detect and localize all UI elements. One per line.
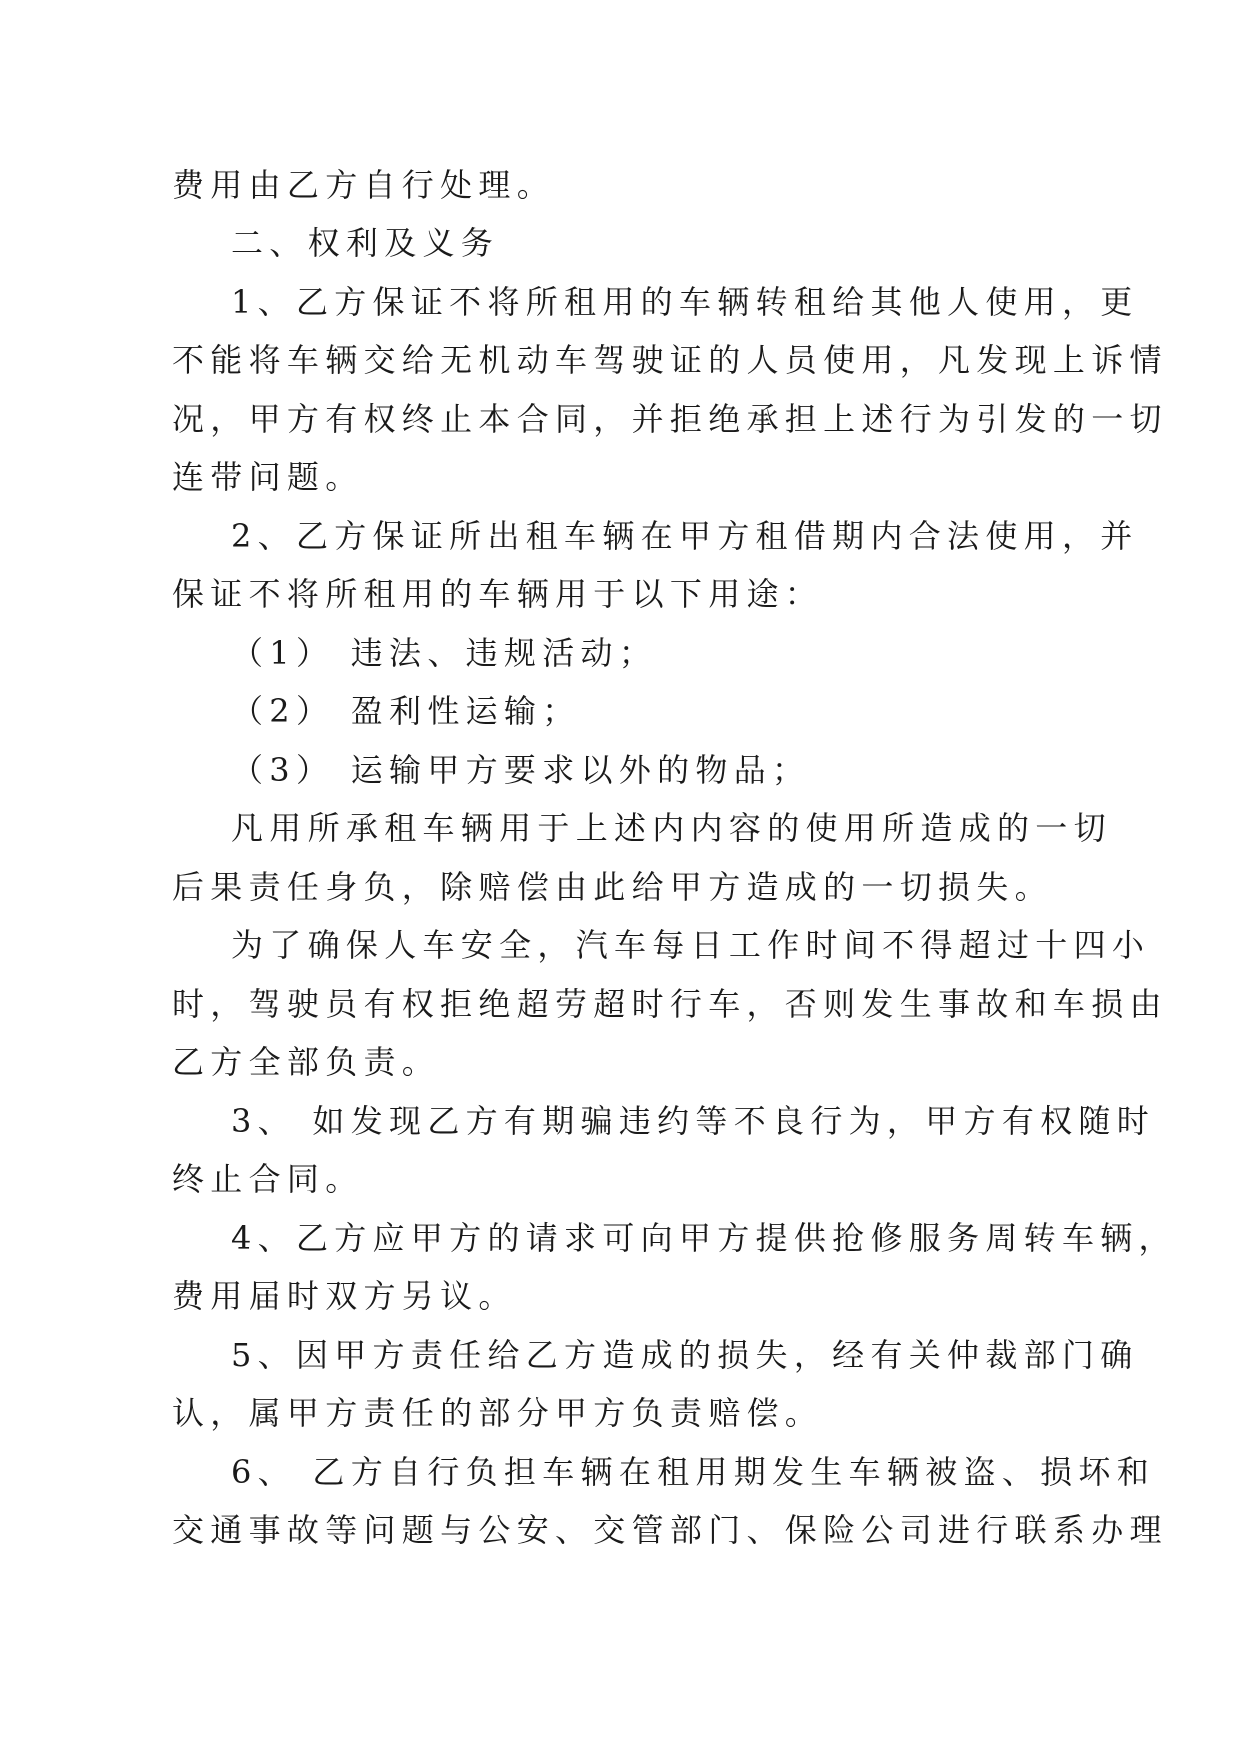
text-line: 4、乙方应甲方的请求可向甲方提供抢修服务周转车辆，: [231, 1219, 1177, 1257]
text-line: 乙方全部负责。: [172, 1043, 441, 1081]
section-heading: 二、权利及义务: [231, 224, 500, 262]
text-line: 为了确保人车安全，汽车每日工作时间不得超过十四小: [231, 926, 1151, 964]
text-line: 费用届时双方另议。: [172, 1277, 517, 1315]
text-line: 连带问题。: [172, 458, 364, 496]
text-line: 3、 如发现乙方有期骗违约等不良行为，甲方有权随时: [231, 1102, 1156, 1140]
text-line: 2、乙方保证所出租车辆在甲方租借期内合法使用，并: [231, 517, 1139, 555]
text-line: 5、因甲方责任给乙方造成的损失，经有关仲裁部门确: [231, 1336, 1139, 1374]
list-item: （2） 盈利性运输；: [231, 692, 581, 730]
text-line: 交通事故等问题与公安、交管部门、保险公司进行联系办理: [172, 1511, 1168, 1549]
text-line: 不能将车辆交给无机动车驾驶证的人员使用，凡发现上诉情: [172, 341, 1168, 379]
list-item: （1） 违法、违规活动；: [231, 634, 658, 672]
text-line: 1、乙方保证不将所租用的车辆转租给其他人使用，更: [231, 283, 1139, 321]
text-line: 费用由乙方自行处理。: [172, 166, 556, 204]
text-line: 凡用所承租车辆用于上述内内容的使用所造成的一切: [231, 809, 1112, 847]
text-line: 后果责任身负，除赔偿由此给甲方造成的一切损失。: [172, 868, 1053, 906]
text-line: 况，甲方有权终止本合同，并拒绝承担上述行为引发的一切: [172, 400, 1168, 438]
text-line: 时，驾驶员有权拒绝超劳超时行车，否则发生事故和车损由: [172, 985, 1168, 1023]
text-line: 认，属甲方责任的部分甲方负责赔偿。: [172, 1394, 824, 1432]
text-line: 6、 乙方自行负担车辆在租用期发生车辆被盗、损坏和: [231, 1453, 1156, 1491]
text-line: 保证不将所租用的车辆用于以下用途：: [172, 575, 824, 613]
list-item: （3） 运输甲方要求以外的物品；: [231, 751, 811, 789]
text-line: 终止合同。: [172, 1160, 364, 1198]
